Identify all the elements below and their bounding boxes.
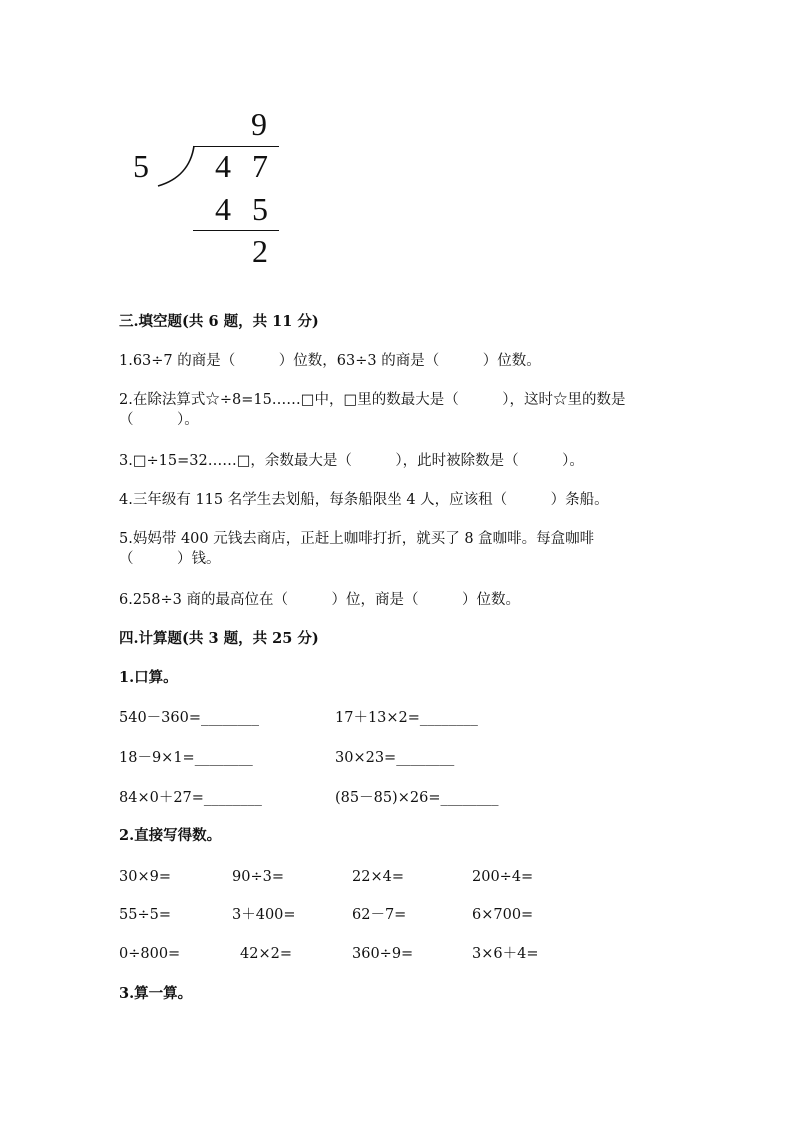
divisor: 5 [133,148,149,184]
oral-item: 540－360=________ [119,710,260,726]
quotient-digit: 9 [251,106,267,142]
oral-item: (85－85)×26=________ [335,790,499,806]
oral-item: 30×23=________ [335,750,455,766]
subtraction-line [193,230,279,231]
question-4: 4.三年级有 115 名学生去划船，每条船限坐 4 人，应该租（ ）条船。 [119,492,609,508]
direct-item: 90÷3= [232,869,284,885]
oral-item: 84×0＋27=________ [119,790,262,806]
division-bar [193,146,279,147]
question-3: 3.□÷15=32……□，余数最大是（ ），此时被除数是（ ）。 [119,453,584,469]
direct-item: 3×6＋4= [472,946,539,962]
oral-item: 17＋13×2=________ [335,710,478,726]
sub-question-3: 3.算一算。 [119,985,193,1002]
direct-item: 200÷4= [472,869,534,885]
division-bracket [155,144,197,190]
direct-item: 55÷5= [119,907,171,923]
question-1: 1.63÷7 的商是（ ）位数，63÷3 的商是（ ）位数。 [119,353,541,369]
section4-title: 四.计算题(共 3 题，共 25 分) [119,630,319,647]
direct-item: 0÷800= [119,946,181,962]
direct-item: 360÷9= [352,946,414,962]
oral-item: 18－9×1=________ [119,750,253,766]
dividend-digit-1: 4 [215,148,231,184]
dividend-digit-2: 7 [252,148,268,184]
product-digit-2: 5 [252,191,268,227]
question-5-line-2: （ ）钱。 [119,551,221,567]
remainder-digit: 2 [252,233,268,269]
direct-item: 22×4= [352,869,404,885]
direct-item: 3＋400= [232,907,296,923]
direct-item: 42×2= [240,946,292,962]
sub-question-1: 1.口算。 [119,669,178,686]
question-2-line-1: 2.在除法算式☆÷8=15……□中，□里的数最大是（ ），这时☆里的数是 [119,392,626,408]
direct-item: 30×9= [119,869,171,885]
direct-item: 62－7= [352,907,407,923]
question-6: 6.258÷3 商的最高位在（ ）位，商是（ ）位数。 [119,592,520,608]
section3-title: 三.填空题(共 6 题，共 11 分) [119,313,319,330]
product-digit-1: 4 [215,191,231,227]
question-5-line-1: 5.妈妈带 400 元钱去商店，正赶上咖啡打折，就买了 8 盒咖啡。每盒咖啡 [119,531,595,547]
sub-question-2: 2.直接写得数。 [119,827,222,844]
question-2-line-2: （ ）。 [119,412,199,428]
direct-item: 6×700= [472,907,534,923]
